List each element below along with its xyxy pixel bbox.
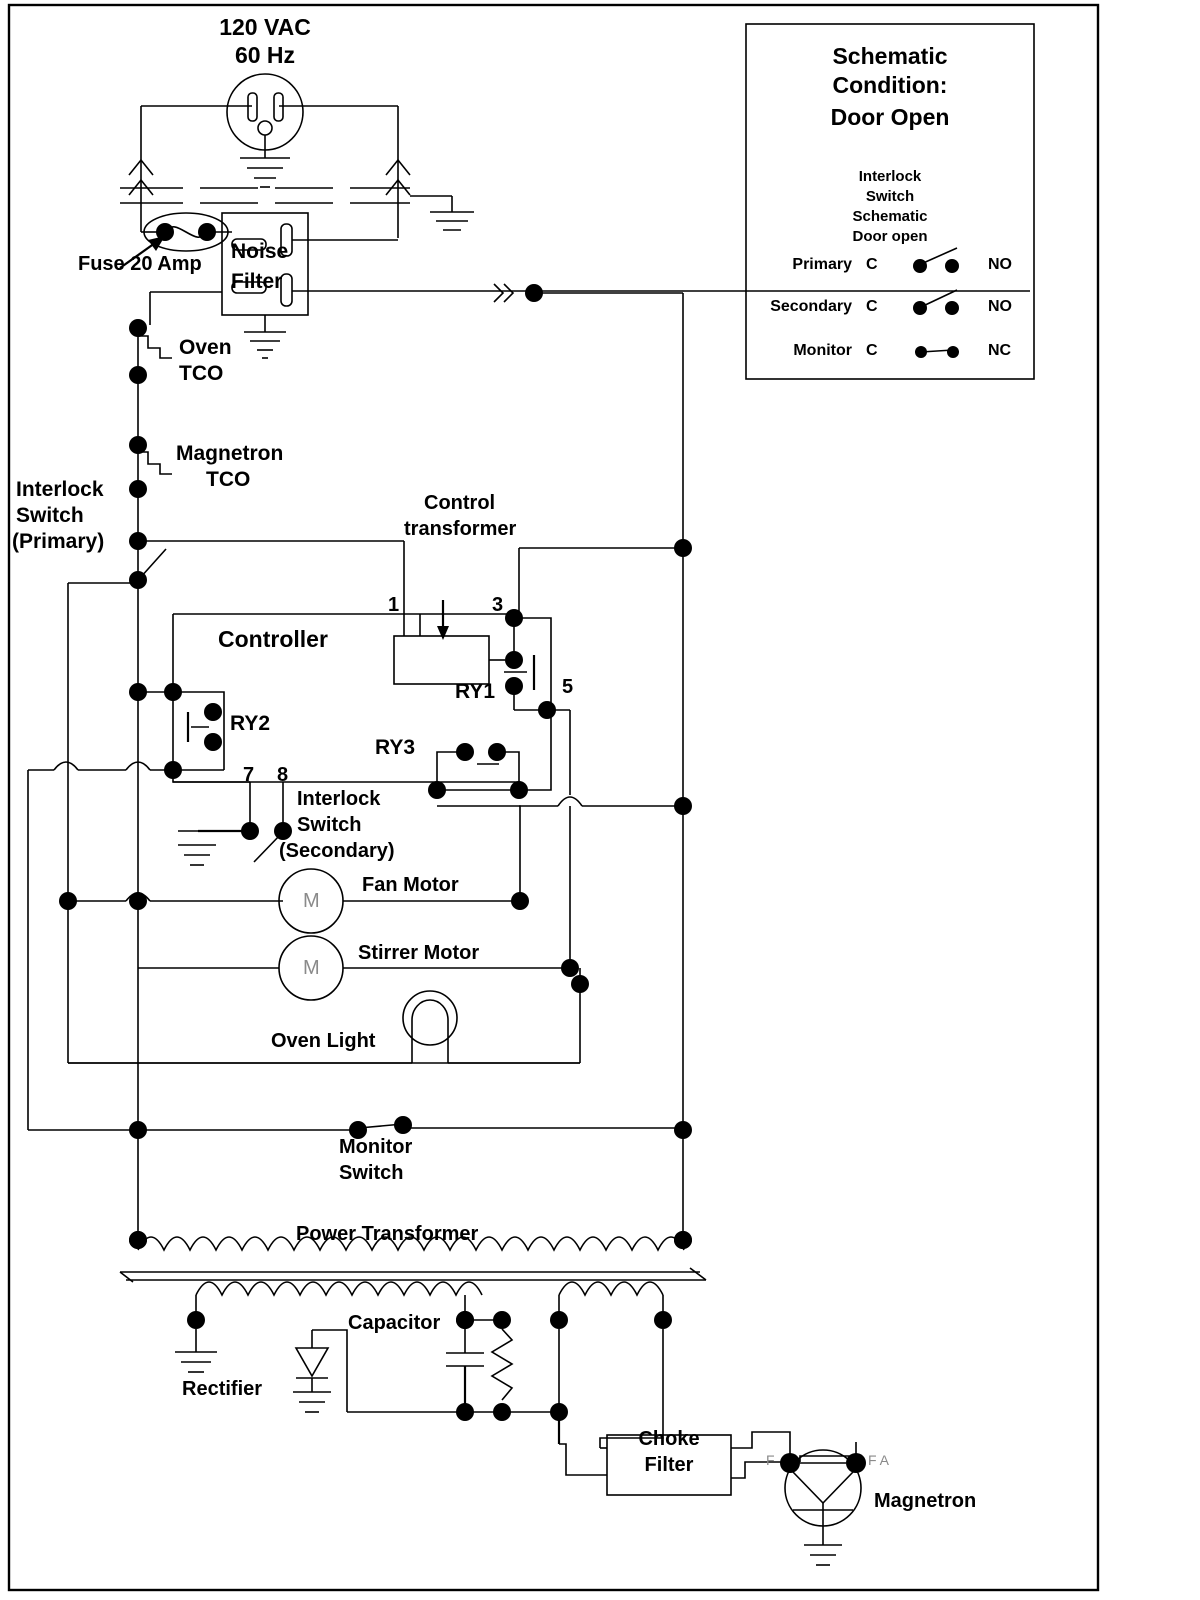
legend-subheading-line4: Door open [852,228,928,245]
fuse-pointer-head [148,236,165,251]
legend-row-primary-left-terminal: C [866,256,878,273]
interlock-secondary-blade [254,834,281,862]
legend-primary-c-node [913,259,927,273]
supply-frequency-label: 60 Hz [234,42,296,68]
legend-primary-no-node [945,259,959,273]
terminal-5-label: 5 [562,676,574,698]
legend-secondary-no-node [945,301,959,315]
supply-voltage-label: 120 VAC [219,14,311,40]
control-transformer-label-line2: transformer [404,518,517,540]
power-transformer-label: Power Transformer [296,1223,479,1245]
ry1-label: RY1 [455,680,496,703]
legend-subheading-line1: Interlock [858,168,922,185]
terminal-3-label: 3 [492,594,504,616]
magnetron-tco-symbol [138,452,172,474]
choke-filter-label-line2: Filter [644,1454,694,1476]
magnetron-terminal-fa [846,1453,866,1473]
monitor-switch-label-line2: Switch [339,1162,404,1184]
rectifier-top-rail [312,1330,347,1412]
pt-core-tick-r [690,1268,706,1280]
legend-row-primary-right-terminal: NO [988,256,1012,273]
oven-light-bulb-inner [412,1000,448,1043]
node-right-bus-1130 [674,1121,692,1139]
nf-coil-bot [281,274,292,306]
oven-light-bulb-outer [403,991,457,1045]
interlock-primary-label-line3: (Primary) [12,530,105,553]
legend-heading-line1: Schematic [832,43,948,69]
feed-arrow-a [494,284,503,302]
ry1-node-coil-top [505,651,523,669]
magnetron-tco-label-line1: Magnetron [176,442,284,465]
legend-heading-line3: Door Open [830,104,950,130]
oven-tco-symbol [138,336,172,358]
legend-row-secondary-right-terminal: NO [988,298,1012,315]
legend-secondary-c-node [913,301,927,315]
interlock-secondary-node-c [241,822,259,840]
ry2-node-coil-top [204,703,222,721]
terminal-7-label: 7 [243,764,255,786]
magnetron-label: Magnetron [874,1490,977,1512]
magnetron-tco-label-line2: TCO [206,468,251,491]
ct-pointer-head [437,626,449,640]
fan-motor-glyph: M [303,890,320,912]
interlock-secondary-label-line1: Interlock [297,788,381,810]
monitor-switch-label-line1: Monitor [339,1136,413,1158]
hop-arc-t5 [558,797,582,806]
magnetron-terminal-f-label: F [766,1452,775,1468]
bleed-resistor-zigzag [492,1329,512,1400]
legend-row-secondary-left-terminal: C [866,298,878,315]
stirrer-motor-label: Stirrer Motor [358,942,480,964]
terminal-8-label: 8 [277,764,289,786]
fil-left-into-choke [559,1444,607,1475]
rectifier-label: Rectifier [182,1378,263,1400]
interlock-primary-blade [140,549,166,578]
control-transformer-box [394,636,489,684]
interlock-primary-label-line2: Switch [16,504,84,527]
magnetron-terminal-fa-label: F A [868,1452,890,1468]
outlet-slot-left [248,93,257,121]
fan-motor-label: Fan Motor [362,874,459,896]
interlock-secondary-label-line2: Switch [297,814,362,836]
magnetron-filament-v [793,1472,853,1503]
interlock-primary-label-line1: Interlock [16,478,104,501]
legend-row-monitor-left-terminal: C [866,342,878,359]
outlet-ground-pin [258,121,272,135]
controller-label: Controller [218,626,328,652]
legend-subheading-line2: Switch [865,188,915,205]
stirrer-motor-node-right [561,959,579,977]
legend-row-secondary-name: Secondary [770,298,852,315]
oven-light-label: Oven Light [271,1030,376,1052]
oven-tco-label-line2: TCO [179,362,224,385]
feed-arrow-b [504,284,513,302]
ry3-label: RY3 [375,736,416,759]
legend-subheading-line3: Schematic [852,208,928,225]
legend-row-monitor-name: Monitor [793,342,852,359]
pt-secondary-hv-winding [196,1282,482,1295]
legend-row-monitor-right-terminal: NC [988,342,1012,359]
stirrer-motor-glyph: M [303,957,320,979]
oven-tco-node-bottom [129,366,147,384]
noise-filter-label-line2: Filter [231,270,283,293]
outlet-slot-right [274,93,283,121]
fuse-node-right [198,223,216,241]
choke-out-top [731,1432,790,1458]
ry2-node-coil-bottom [204,733,222,751]
terminal-1-label: 1 [388,594,400,616]
rectifier-diode-triangle [296,1348,328,1376]
capacitor-label: Capacitor [348,1312,441,1334]
legend-monitor-nc-node [947,346,959,358]
legend-heading-line2: Condition: [832,72,948,98]
magnetron-tco-node-bottom [129,480,147,498]
fuse-label: Fuse 20 Amp [78,253,202,275]
ry2-label: RY2 [230,712,271,735]
oven-tco-node-top [129,319,147,337]
interlock-secondary-label-line3: (Secondary) [279,840,395,862]
choke-filter-label-line1: Choke [638,1428,700,1450]
oven-tco-label-line1: Oven [179,336,232,359]
interlock-secondary-node-no [274,822,292,840]
pt-filament-winding [559,1282,663,1295]
hop-arc-1 [54,762,78,770]
noise-filter-label-line1: Noise [231,240,289,263]
magnetron-terminal-f [780,1453,800,1473]
legend-row-primary-name: Primary [792,256,852,273]
control-transformer-label-line1: Control [424,492,496,514]
